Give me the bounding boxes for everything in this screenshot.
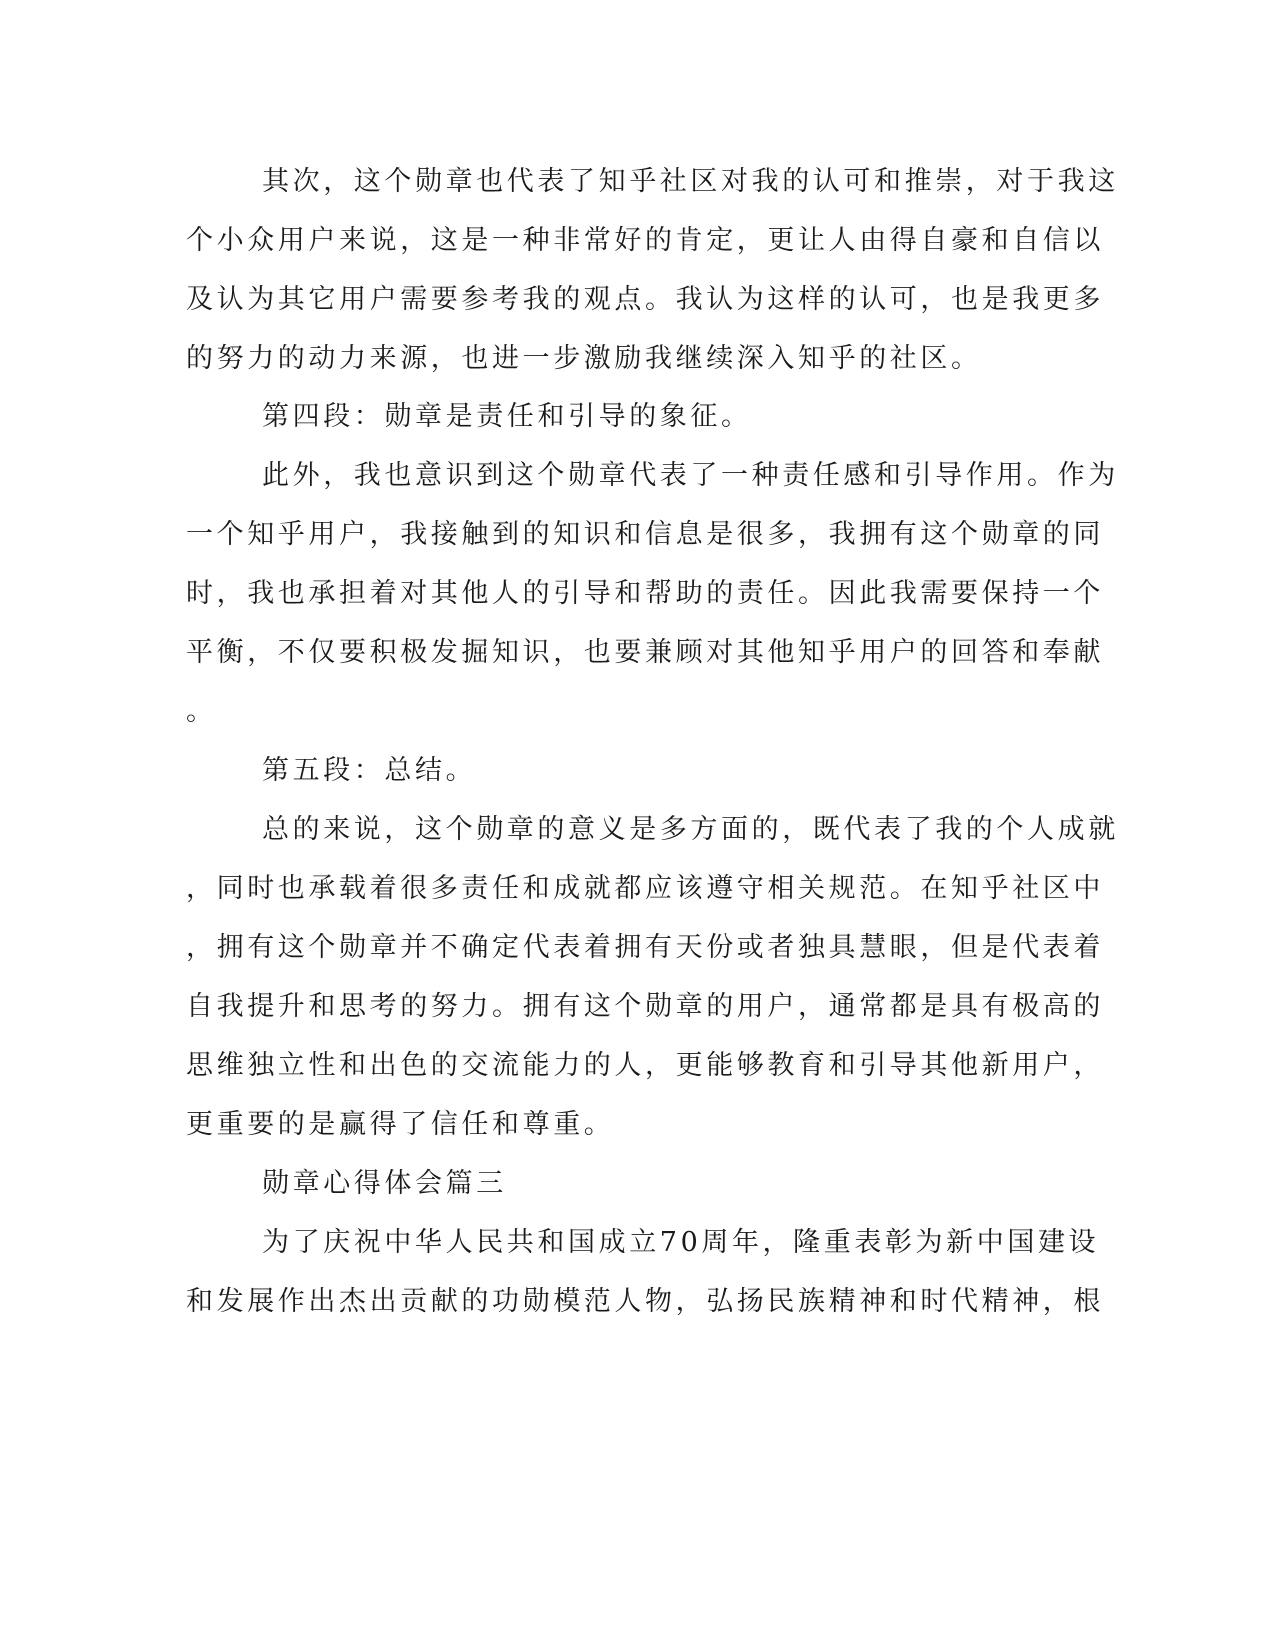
paragraph-line: 此外，我也意识到这个勋章代表了一种责任感和引导作用。作为 [262,460,1119,491]
paragraph-line: 自我提升和思考的努力。拥有这个勋章的用户，通常都是具有极高的 [186,991,1104,1022]
paragraph-line: 。 [186,696,217,727]
paragraph-line: 一个知乎用户，我接触到的知识和信息是很多，我拥有这个勋章的同 [186,519,1104,550]
paragraph-line: ，拥有这个勋章并不确定代表着拥有天份或者独具慧眼，但是代表着 [186,932,1104,963]
paragraph-line: 平衡，不仅要积极发掘知识，也要兼顾对其他知乎用户的回答和奉献 [186,637,1104,668]
paragraph-line: 更重要的是赢得了信任和尊重。 [186,1109,615,1140]
section-heading: 第四段：勋章是责任和引导的象征。 [262,401,752,432]
paragraph-line: 个小众用户来说，这是一种非常好的肯定，更让人由得自豪和自信以 [186,225,1104,256]
paragraph-line: 的努力的动力来源，也进一步激励我继续深入知乎的社区。 [186,343,982,374]
paragraph-line: 时，我也承担着对其他人的引导和帮助的责任。因此我需要保持一个 [186,578,1104,609]
section-heading: 第五段：总结。 [262,755,477,786]
paragraph-line: 其次，这个勋章也代表了知乎社区对我的认可和推崇，对于我这 [262,166,1119,197]
section-title: 勋章心得体会篇三 [262,1168,507,1199]
paragraph-line: 和发展作出杰出贡献的功勋模范人物，弘扬民族精神和时代精神，根 [186,1286,1104,1317]
paragraph-line: ，同时也承载着很多责任和成就都应该遵守相关规范。在知乎社区中 [186,873,1104,904]
paragraph-line: 及认为其它用户需要参考我的观点。我认为这样的认可，也是我更多 [186,284,1104,315]
paragraph-line: 为了庆祝中华人民共和国成立70周年，隆重表彰为新中国建设 [262,1227,1100,1258]
paragraph-line: 总的来说，这个勋章的意义是多方面的，既代表了我的个人成就 [262,814,1119,845]
paragraph-line: 思维独立性和出色的交流能力的人，更能够教育和引导其他新用户， [186,1050,1104,1081]
